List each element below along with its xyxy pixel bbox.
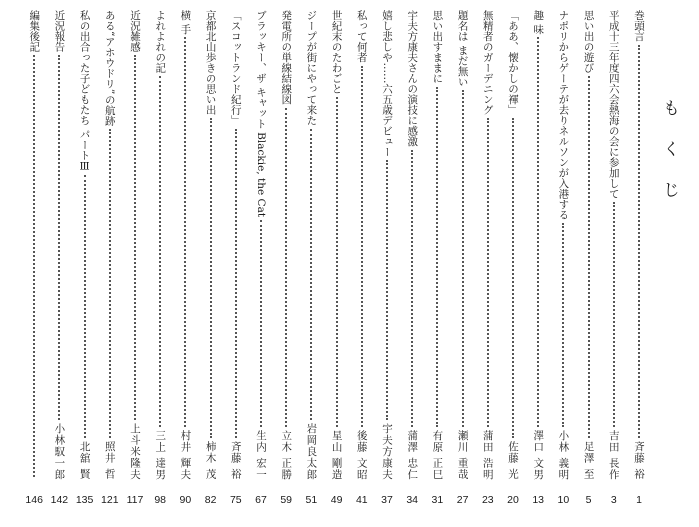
toc-entry [277,10,295,480]
toc-entry-author: 小林馭一郎 [53,422,66,480]
toc-entry [302,10,320,480]
toc-entry-line [403,10,421,480]
dot-leader [84,175,86,438]
toc-entry [554,10,572,480]
toc-entry-title: 私の出合った子どもたち パートⅢ [78,10,91,173]
toc-entry-title: 趣 味 [532,10,545,35]
toc-entry-author: 瀬川 重哉 [456,429,469,480]
toc-entry-line [378,10,396,480]
toc-entry [353,10,371,480]
toc-entry [428,10,446,480]
toc-entry [605,10,623,480]
toc-entry-line [176,10,194,480]
toc-entry-line [76,10,94,480]
dot-leader [285,108,287,427]
toc-entry-line [202,10,220,480]
dot-leader [588,76,590,438]
toc-entry-title: 無精者のガーデニング [481,10,494,115]
toc-entry [126,10,144,480]
toc-entry [328,10,346,480]
toc-entry-title: 題名は まだ無い [456,10,469,87]
toc-entry-title: 平成十三年度四六会熱海の会に参加して [607,10,620,199]
toc-entry-page-number: 23 [481,494,494,506]
dot-leader [336,97,338,427]
toc-entry [454,10,472,480]
toc-entry [504,10,522,480]
dot-leader [260,220,262,427]
toc-entry-line [126,10,144,480]
dot-leader [33,55,35,477]
toc-entry-author: 北舘 賢 [78,441,91,480]
dot-leader [361,66,363,427]
toc-entry [479,10,497,480]
toc-entry-author: 吉田 長作 [607,429,620,480]
toc-entry-page-number: 135 [75,494,94,506]
toc-entry-page-number: 31 [431,494,444,506]
toc-entry-author: 澤口 文男 [532,429,545,480]
dot-leader [58,55,60,420]
toc-entry-line [25,10,43,480]
toc-entry-title: 思い出の遊び [582,10,595,73]
toc-entry-author: 足澤 至 [582,441,595,480]
dot-leader [562,223,564,427]
toc-entry-line [479,10,497,480]
toc-entry [227,10,245,480]
toc-entry-author: 上斗米隆夫 [129,422,141,480]
dot-leader [436,87,438,427]
dot-leader [235,129,237,439]
dot-leader [109,129,111,438]
toc-entry-title: よれよれの記 [154,10,167,73]
page-heading: もくじ [659,98,679,222]
toc-entry-line [277,10,295,480]
toc-entry [202,10,220,480]
toc-entry-author: 蒲田 浩明 [481,429,494,480]
toc-entry-title: ブラッキー、ザ キャット Blackie, the Cat [255,10,267,218]
toc-entry-author: 小林 義明 [557,429,570,480]
toc-entry-author: 星山 剛造 [330,429,343,480]
dot-leader [310,129,312,420]
toc-entry-line [554,10,572,480]
toc-entry-title: 巻頭言 [633,10,645,42]
toc-entry-author: 生内 宏一 [255,429,267,480]
toc-entry-page-number: 37 [381,494,393,506]
dot-leader [462,90,464,427]
toc-entry [403,10,421,480]
toc-entry-page-number: 98 [154,494,167,506]
toc-entry-title: 近況報告 [53,10,66,52]
toc-entry-page-number: 41 [355,494,368,506]
toc-entry-author: 後藤 文昭 [355,429,368,480]
toc-entry [630,10,648,480]
dot-leader [512,118,514,438]
toc-entry-line [580,10,598,480]
toc-entry-page-number: 27 [456,494,469,506]
toc-entry-page-number: 59 [280,494,293,506]
toc-entry-author: 斉藤 裕 [229,441,242,480]
toc-entry [151,10,169,480]
toc-entry-page-number: 117 [126,494,144,506]
toc-entry-line [605,10,623,480]
dot-leader [386,160,388,420]
toc-entry-page-number: 1 [636,494,642,506]
toc-entry-author: 斉藤 裕 [633,441,645,480]
toc-entry-page-number: 67 [255,494,267,506]
toc-entry-line [504,10,522,480]
toc-entry-page-number: 142 [50,494,69,506]
toc-entry [580,10,598,480]
toc-entry-page-number: 82 [204,494,217,506]
toc-entry-author: 宇夫方康夫 [381,422,393,480]
dot-leader [638,45,640,439]
toc-entry-title: ナポリからゲーテが去りネルソンが入港する [557,10,570,220]
toc-entry [176,10,194,480]
toc-entry-line [252,10,270,480]
toc-entry [25,10,43,480]
toc-entry-author: 蒲澤 忠仁 [406,429,419,480]
toc-entry-page-number: 20 [507,494,519,506]
toc-entry-title: 横 手 [179,10,192,35]
toc-entry-author: 立木 正勝 [280,429,293,480]
toc-entry-line [353,10,371,480]
toc-entry [529,10,547,480]
toc-entry-title: 近況雑感 [129,10,141,52]
toc-entry-title: 京都北山歩きの思い出 [204,10,217,115]
toc-entry-line [302,10,320,480]
toc-entry-line [151,10,169,480]
toc-entry-author: 村井 輝夫 [179,429,192,480]
toc-entry-line [454,10,472,480]
toc-entry-line [101,10,119,480]
toc-entry-page-number: 146 [25,494,43,506]
toc-entry-author: 柿木 茂 [204,441,217,480]
toc-entry-page-number: 51 [305,494,318,506]
dot-leader [411,150,413,427]
toc-entry-page-number: 90 [179,494,192,506]
toc-entry-title: 私って何者 [355,10,368,63]
toc-entry-page-number: 121 [101,494,119,506]
toc-entry-title: ある“アホウドリ”の航跡 [103,10,116,126]
toc-entry-title: 発電所の単線結線図 [280,10,293,105]
toc-entry-line [328,10,346,480]
toc-entry-author: 三上 達男 [154,429,167,480]
toc-entry-line [630,10,648,480]
toc-entry-author: 有原 正巳 [431,429,444,480]
toc-entry-title: 宇夫方康夫さんの演技に感激 [406,10,419,147]
toc-entry-page-number: 49 [330,494,343,506]
toc-entry-page-number: 34 [406,494,419,506]
dot-leader [134,55,136,420]
toc-entry-title: 世紀末のたわごと [330,10,343,94]
toc-entry-author: 照井 哲 [103,441,116,480]
toc-entry-author: 岩岡良太郎 [305,422,318,480]
toc-entry [76,10,94,480]
dot-leader [613,202,615,427]
toc-entry-line [428,10,446,480]
toc-entry-page-number: 3 [610,494,617,506]
toc-entry-line [50,10,68,480]
toc-entry [378,10,396,480]
toc-entry-title: 編集後記 [28,10,41,52]
toc-entry-line [227,10,245,480]
toc-entry [252,10,270,480]
toc-entry-title: 思い出すままに [431,10,444,84]
toc-entry-title: 嬉し悲しや……六五歳デビュー [381,10,393,157]
toc-entry-line [529,10,547,480]
toc-entry-title: ジープが街にやって来た [305,10,318,126]
dot-leader [184,37,186,426]
toc-entry-page-number: 10 [557,494,570,506]
toc-entry [50,10,68,480]
toc-entry-author: 佐藤 光 [507,441,519,480]
dot-leader [159,76,161,427]
dot-leader [210,118,212,438]
toc-entry-page-number: 5 [585,494,592,506]
toc-entry-page-number: 75 [229,494,242,506]
toc-entry [101,10,119,480]
toc-entry-title: 「ああ、懐かしの褌」 [507,10,519,115]
toc-entry-title: 「スコットランド紀行」 [229,10,242,126]
dot-leader [487,118,489,427]
dot-leader [537,37,539,426]
toc-entry-page-number: 13 [532,494,545,506]
